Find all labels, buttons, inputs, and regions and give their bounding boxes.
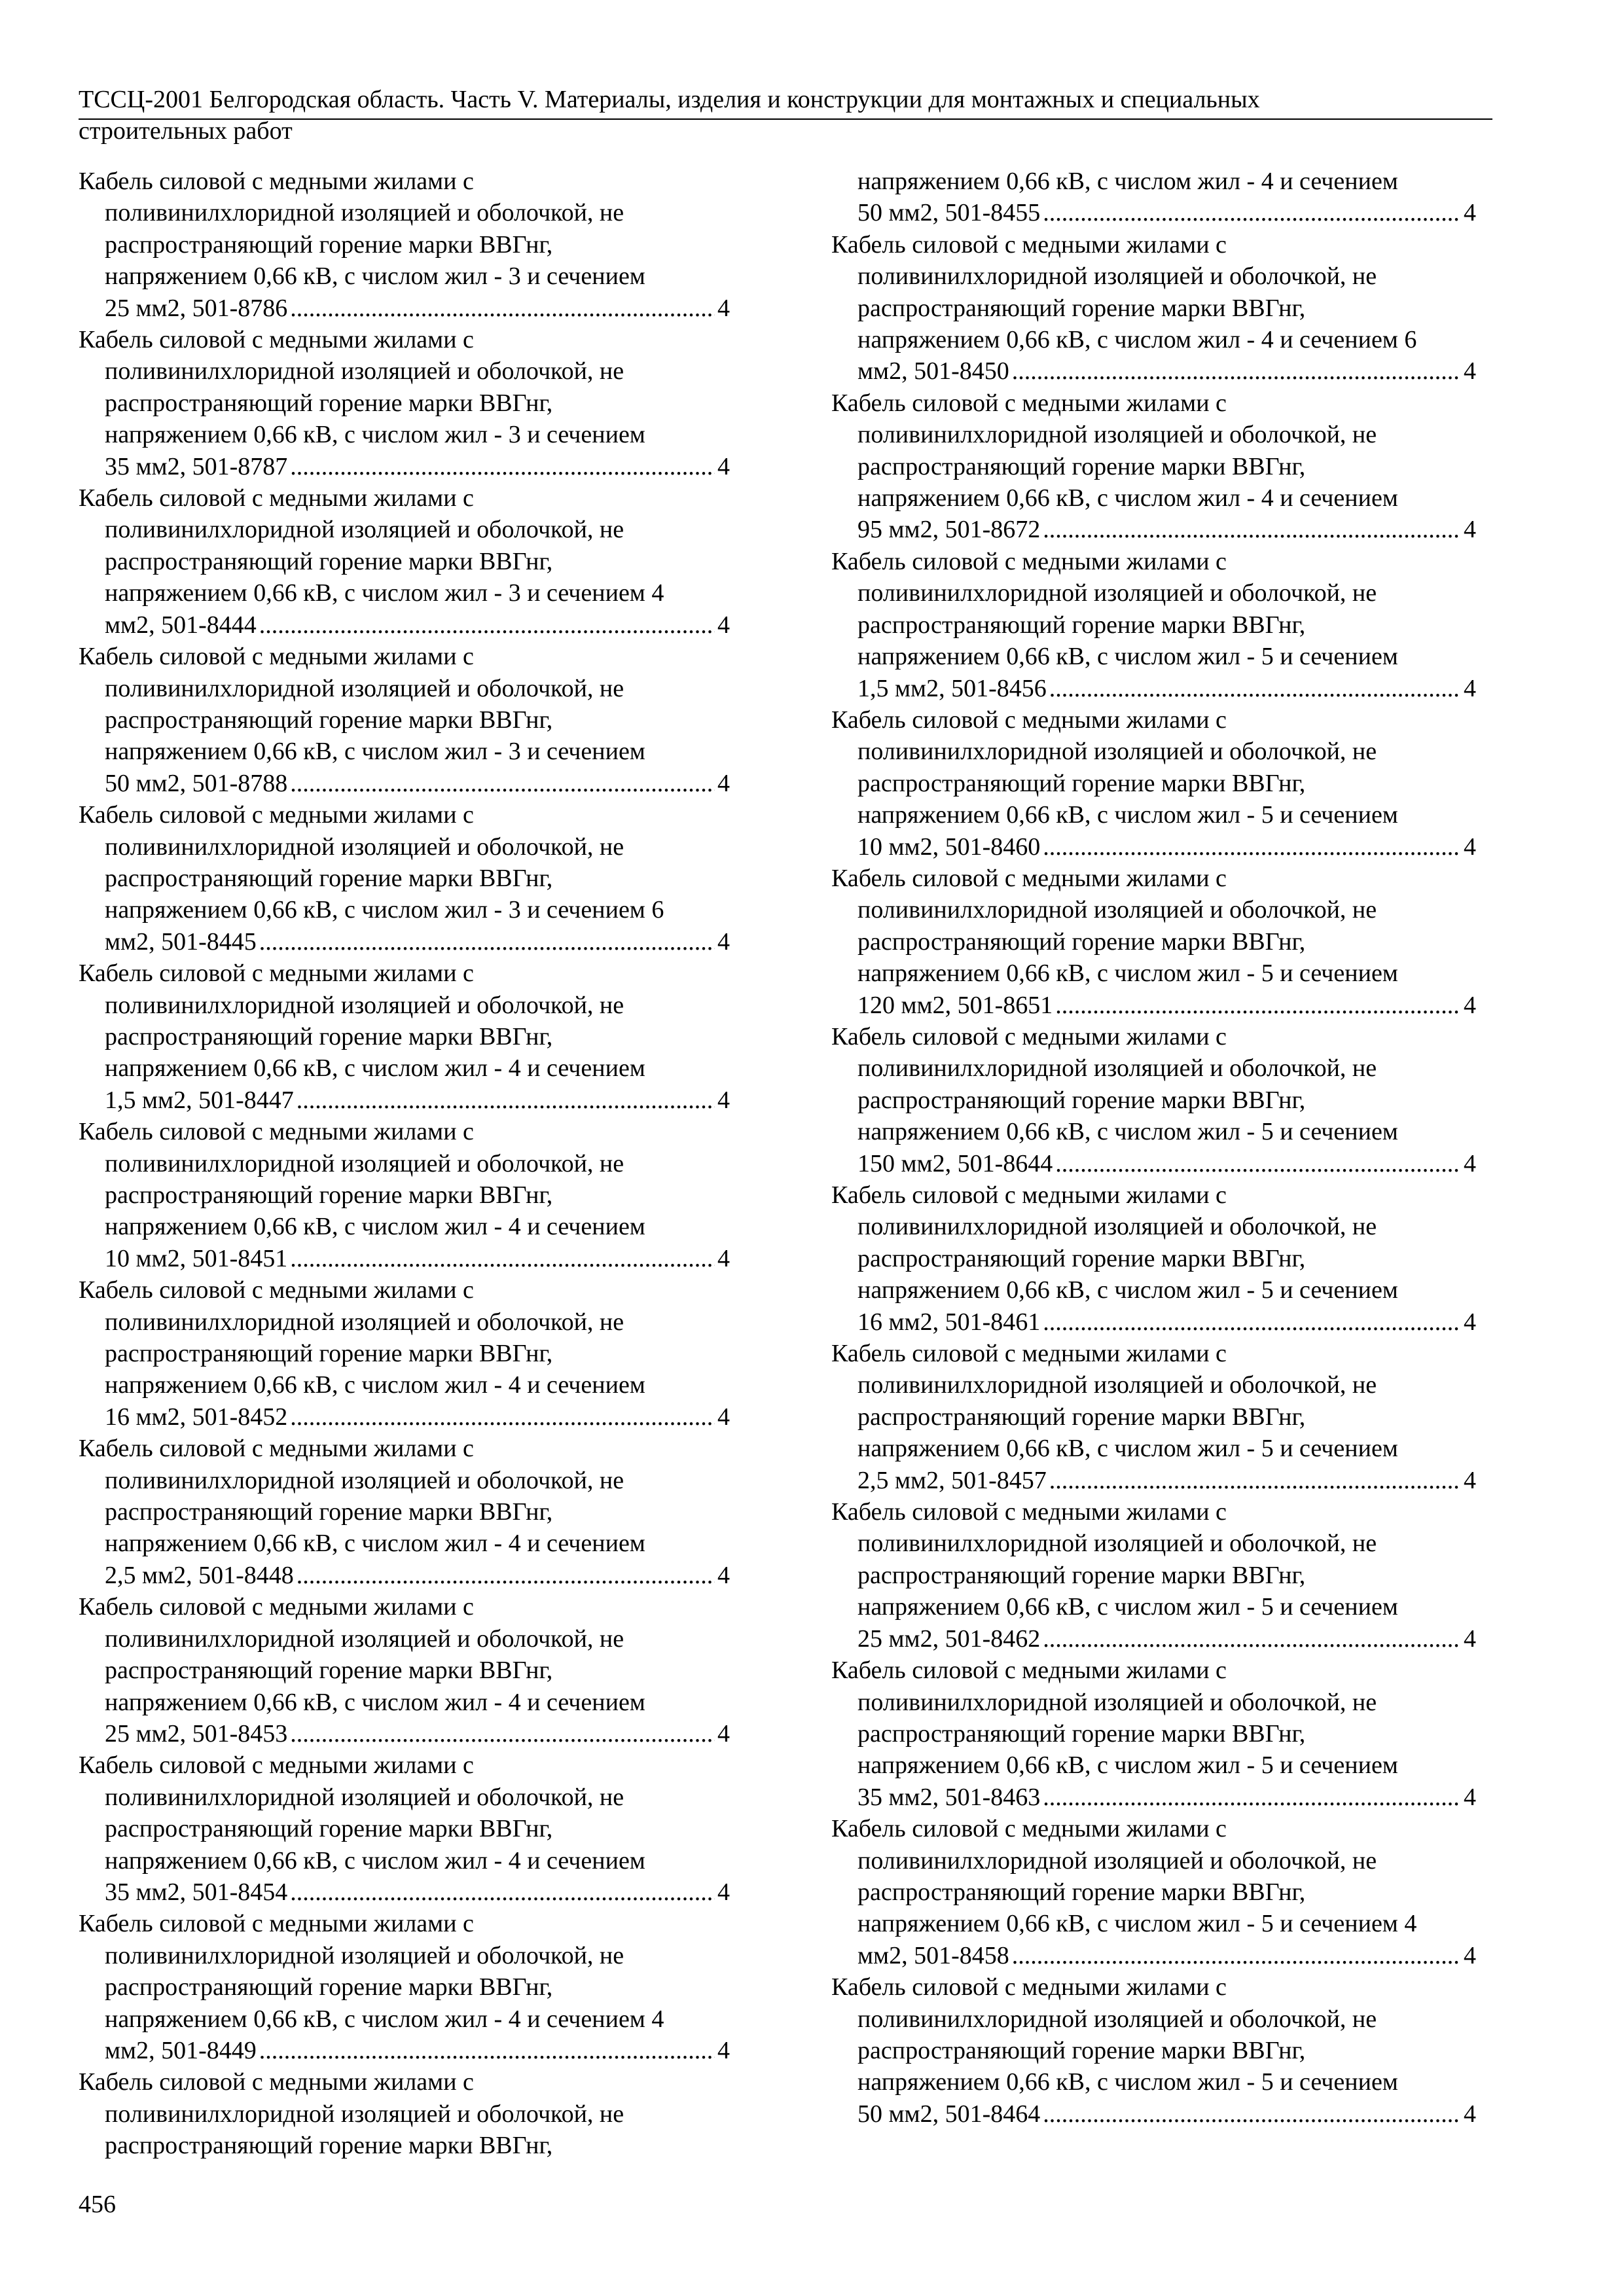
entry-text-line: распространяющий горение марки ВВГнг, <box>105 1498 553 1526</box>
entry-text-line: напряжением 0,66 кВ, с числом жил - 3 и сечением 4 <box>105 579 664 607</box>
entry-text-line: поливинилхлоридной изоляцией и оболочкой, не <box>105 833 624 861</box>
entry-last-line <box>79 1718 730 1749</box>
entry-text-line: распространяющий горение марки ВВГнг, <box>105 1815 553 1843</box>
index-entry[interactable] <box>831 1179 1476 1338</box>
entry-text-line: напряжением 0,66 кВ, с числом жил - 5 и сечением <box>857 1118 1398 1146</box>
index-entry[interactable] <box>831 863 1476 1021</box>
entry-last-line <box>79 1401 730 1433</box>
entry-code: 25 мм2, 501-8786 <box>105 294 288 322</box>
entry-text-line: Кабель силовой с медными жилами с <box>831 1973 1227 2001</box>
entry-text-line: поливинилхлоридной изоляцией и оболочкой, не <box>105 991 624 1019</box>
entry-page-ref[interactable]: 4 <box>717 294 730 322</box>
entry-text-line: поливинилхлоридной изоляцией и оболочкой, не <box>105 674 624 702</box>
entry-text-line: напряжением 0,66 кВ, с числом жил - 5 и сечением <box>857 1751 1398 1780</box>
entry-code: 16 мм2, 501-8452 <box>105 1403 288 1431</box>
entry-text-line: распространяющий горение марки ВВГнг, <box>105 230 553 259</box>
entry-page-ref[interactable]: 4 <box>1464 1783 1476 1811</box>
index-entry[interactable] <box>831 1338 1476 1496</box>
entry-text-line: поливинилхлоридной изоляцией и оболочкой, не <box>105 357 624 386</box>
entry-text-line: Кабель силовой с медными жилами с <box>831 1181 1227 1209</box>
entry-text-line: Кабель силовой с медными жилами с <box>79 2068 474 2096</box>
entry-text-line: поливинилхлоридной изоляцией и оболочкой, не <box>105 516 624 544</box>
dot-leader <box>259 2035 715 2066</box>
entry-page-ref[interactable]: 4 <box>717 769 730 797</box>
index-entry-continued[interactable] <box>79 2066 730 2161</box>
entry-text-line: напряжением 0,66 кВ, с числом жил - 5 и сечением <box>857 1276 1398 1304</box>
entry-last-line <box>79 1560 730 1591</box>
entry-text-line: напряжением 0,66 кВ, с числом жил - 4 и сечением 4 <box>105 2005 664 2033</box>
entry-text-line: напряжением 0,66 кВ, с числом жил - 4 и сечением <box>105 1688 645 1716</box>
entry-page-ref[interactable]: 4 <box>1464 674 1476 702</box>
entry-text-line: поливинилхлоридной изоляцией и оболочкой, не <box>857 1846 1377 1874</box>
entry-last-line <box>79 1243 730 1274</box>
entry-text-line: поливинилхлоридной изоляцией и оболочкой, не <box>105 1149 624 1177</box>
entry-text-line: напряжением 0,66 кВ, с числом жил - 3 и сечением <box>105 262 645 291</box>
entry-text-line: Кабель силовой с медными жилами с <box>79 960 474 988</box>
entry-page-ref[interactable]: 4 <box>717 2036 730 2064</box>
entry-text-line: напряжением 0,66 кВ, с числом жил - 5 и сечением <box>857 801 1398 829</box>
entry-text-line: поливинилхлоридной изоляцией и оболочкой, не <box>857 1371 1377 1399</box>
entry-last-line <box>831 514 1476 545</box>
dot-leader <box>290 451 715 482</box>
index-entry[interactable] <box>79 1116 730 1274</box>
index-entry[interactable] <box>79 166 730 324</box>
entry-code: мм2, 501-8445 <box>105 927 257 956</box>
left-index-column <box>79 166 730 2162</box>
index-entry[interactable] <box>79 482 730 641</box>
dot-leader <box>297 1560 715 1591</box>
dot-leader <box>259 926 715 958</box>
entry-text-line: распространяющий горение марки ВВГнг, <box>105 706 553 734</box>
entry-text-line: Кабель силовой с медными жилами с <box>831 864 1227 892</box>
entry-text-line: напряжением 0,66 кВ, с числом жил - 4 и сечением <box>857 484 1398 512</box>
entry-code: мм2, 501-8458 <box>857 1941 1009 1969</box>
entry-last-line <box>831 355 1476 387</box>
entry-text-line: напряжением 0,66 кВ, с числом жил - 5 и сечением <box>857 960 1398 988</box>
entry-text-line: распространяющий горение марки ВВГнг, <box>105 1973 553 2001</box>
entry-text-line: распространяющий горение марки ВВГнг, <box>105 864 553 892</box>
entry-code: 50 мм2, 501-8455 <box>857 199 1041 227</box>
entry-last-line <box>831 1782 1476 1813</box>
entry-last-line <box>79 293 730 324</box>
entry-text-line: поливинилхлоридной изоляцией и оболочкой, не <box>857 421 1377 449</box>
dot-leader <box>1043 2098 1461 2130</box>
entry-code: 2,5 мм2, 501-8457 <box>857 1466 1047 1494</box>
dot-leader <box>1043 1782 1461 1813</box>
entry-text-line: Кабель силовой с медными жилами с <box>79 801 474 829</box>
entry-code: 50 мм2, 501-8464 <box>857 2100 1041 2128</box>
entry-page-ref[interactable]: 4 <box>717 1403 730 1431</box>
dot-leader <box>297 1085 715 1116</box>
entry-last-line <box>831 1623 1476 1655</box>
entry-page-ref[interactable]: 4 <box>717 1719 730 1748</box>
index-entry[interactable] <box>79 799 730 958</box>
entry-text-line: напряжением 0,66 кВ, с числом жил - 5 и сечением <box>857 1593 1398 1621</box>
entry-text-line: напряжением 0,66 кВ, с числом жил - 4 и сечением <box>105 1213 645 1241</box>
entry-last-line <box>831 990 1476 1021</box>
entry-page-ref[interactable]: 4 <box>1464 1466 1476 1494</box>
entry-code: 35 мм2, 501-8787 <box>105 452 288 480</box>
entry-last-line <box>831 1306 1476 1338</box>
dot-leader <box>1055 1148 1461 1179</box>
entry-text-line: напряжением 0,66 кВ, с числом жил - 4 и сечением <box>857 168 1398 195</box>
dot-leader <box>1043 1306 1461 1338</box>
entry-text-line: Кабель силовой с медными жилами с <box>79 1910 474 1938</box>
entry-page-ref[interactable]: 4 <box>1464 991 1476 1019</box>
entry-text-line: напряжением 0,66 кВ, с числом жил - 4 и сечением <box>105 1846 645 1874</box>
entry-last-line <box>79 926 730 958</box>
entry-text-line: распространяющий горение марки ВВГнг, <box>857 1878 1306 1906</box>
entry-text-line: Кабель силовой с медными жилами с <box>831 1815 1227 1843</box>
entry-text-line: распространяющий горение марки ВВГнг, <box>105 1657 553 1685</box>
entry-text-line: Кабель силовой с медными жилами с <box>79 326 474 354</box>
dot-leader <box>259 609 715 641</box>
dot-leader <box>290 768 715 799</box>
entry-text-line: поливинилхлоридной изоляцией и оболочкой, не <box>857 1054 1377 1083</box>
running-header <box>79 84 1492 147</box>
entry-text-line: поливинилхлоридной изоляцией и оболочкой, не <box>857 262 1377 291</box>
dot-leader <box>1049 673 1461 704</box>
dot-leader <box>1043 831 1461 863</box>
dot-leader <box>1043 1623 1461 1655</box>
entry-text-line: Кабель силовой с медными жилами с <box>831 706 1227 734</box>
entry-text-line: напряжением 0,66 кВ, с числом жил - 4 и сечением <box>105 1530 645 1558</box>
entry-text-line: Кабель силовой с медными жилами с <box>79 1593 474 1621</box>
entry-page-ref[interactable]: 4 <box>717 927 730 956</box>
right-index-column <box>831 166 1476 2130</box>
entry-last-line <box>831 2098 1476 2130</box>
entry-page-ref[interactable]: 4 <box>1464 357 1476 386</box>
entry-code: 10 мм2, 501-8460 <box>857 833 1041 861</box>
entry-text-line: напряжением 0,66 кВ, с числом жил - 3 и сечением <box>105 738 645 766</box>
entry-page-ref[interactable]: 4 <box>1464 516 1476 544</box>
entry-text-line: Кабель силовой с медными жилами с <box>79 168 474 195</box>
entry-text-line: распространяющий горение марки ВВГнг, <box>857 1403 1306 1431</box>
entry-code: 1,5 мм2, 501-8456 <box>857 674 1047 702</box>
index-entry[interactable] <box>79 1749 730 1908</box>
entry-page-ref[interactable]: 4 <box>1464 2100 1476 2128</box>
entry-page-ref[interactable]: 4 <box>717 611 730 639</box>
dot-leader <box>1012 355 1461 387</box>
entry-text-line: распространяющий горение марки ВВГнг, <box>857 2036 1306 2064</box>
entry-page-ref[interactable]: 4 <box>1464 1941 1476 1969</box>
entry-page-ref[interactable]: 4 <box>717 1561 730 1589</box>
entry-text-line: поливинилхлоридной изоляцией и оболочкой, не <box>105 1941 624 1969</box>
entry-text-line: Кабель силовой с медными жилами с <box>79 643 474 671</box>
header-title-line1: ТССЦ-2001 Белгородская область. Часть V. Материалы, изделия и конструкции для монтажных и специальных <box>79 86 1260 113</box>
header-divider <box>79 118 1492 120</box>
entry-text-line: Кабель силовой с медными жилами с <box>831 230 1227 259</box>
index-entry[interactable] <box>831 1813 1476 1971</box>
entry-text-line: поливинилхлоридной изоляцией и оболочкой, не <box>857 1688 1377 1716</box>
entry-text-line: поливинилхлоридной изоляцией и оболочкой, не <box>857 1530 1377 1558</box>
dot-leader <box>290 293 715 324</box>
entry-text-line: распространяющий горение марки ВВГнг, <box>857 294 1306 322</box>
entry-code: 50 мм2, 501-8788 <box>105 769 288 797</box>
page-number: 456 <box>79 2191 116 2218</box>
entry-text-line: Кабель силовой с медными жилами с <box>831 1022 1227 1050</box>
entry-text-line: поливинилхлоридной изоляцией и оболочкой, не <box>857 896 1377 924</box>
dot-leader <box>1043 514 1461 545</box>
entry-page-ref[interactable]: 4 <box>1464 1308 1476 1336</box>
entry-text-line: напряжением 0,66 кВ, с числом жил - 5 и сечением <box>857 1435 1398 1463</box>
entry-code: мм2, 501-8444 <box>105 611 257 639</box>
entry-page-ref[interactable]: 4 <box>717 1878 730 1906</box>
entry-text-line: Кабель силовой с медными жилами с <box>831 389 1227 417</box>
entry-text-line: распространяющий горение марки ВВГнг, <box>857 1086 1306 1114</box>
dot-leader <box>290 1401 715 1433</box>
entry-text-line: распространяющий горение марки ВВГнг, <box>857 927 1306 956</box>
entry-last-line <box>79 768 730 799</box>
entry-page-ref[interactable]: 4 <box>717 452 730 480</box>
entry-text-line: напряжением 0,66 кВ, с числом жил - 5 и сечением <box>857 2068 1398 2096</box>
index-entry[interactable] <box>79 1908 730 2066</box>
index-entry[interactable] <box>831 546 1476 704</box>
entry-code: мм2, 501-8450 <box>857 357 1009 386</box>
entry-text-line: распространяющий горение марки ВВГнг, <box>857 769 1306 797</box>
entry-code: 120 мм2, 501-8651 <box>857 991 1053 1019</box>
entry-last-line <box>79 1085 730 1116</box>
entry-code: 25 мм2, 501-8453 <box>105 1719 288 1748</box>
index-entry-continuation[interactable] <box>831 166 1476 229</box>
entry-text-line: напряжением 0,66 кВ, с числом жил - 5 и сечением 4 <box>857 1910 1417 1938</box>
index-entry[interactable] <box>79 1433 730 1591</box>
dot-leader <box>1049 1465 1461 1496</box>
entry-text-line: напряжением 0,66 кВ, с числом жил - 4 и сечением <box>105 1054 645 1083</box>
entry-text-line: Кабель силовой с медными жилами с <box>831 1498 1227 1526</box>
entry-text-line: поливинилхлоридной изоляцией и оболочкой, не <box>105 1783 624 1811</box>
entry-last-line <box>831 1465 1476 1496</box>
entry-last-line <box>79 451 730 482</box>
entry-page-ref[interactable]: 4 <box>1464 1624 1476 1653</box>
entry-last-line <box>79 2035 730 2066</box>
index-entry[interactable] <box>831 229 1476 387</box>
entry-page-ref[interactable]: 4 <box>1464 1149 1476 1177</box>
dot-leader <box>1055 990 1461 1021</box>
entry-text-line: поливинилхлоридной изоляцией и оболочкой, не <box>105 1466 624 1494</box>
entry-code: 10 мм2, 501-8451 <box>105 1244 288 1272</box>
entry-text-line: поливинилхлоридной изоляцией и оболочкой, не <box>857 2005 1377 2033</box>
index-entry[interactable] <box>831 704 1476 863</box>
entry-last-line <box>831 673 1476 704</box>
entry-text-line: Кабель силовой с медными жилами с <box>79 484 474 512</box>
index-entry[interactable] <box>79 958 730 1116</box>
entry-text-line: распространяющий горение марки ВВГнг, <box>105 2132 553 2160</box>
entry-text-line: распространяющий горение марки ВВГнг, <box>857 611 1306 639</box>
index-entry[interactable] <box>79 1274 730 1433</box>
entry-text-line: напряжением 0,66 кВ, с числом жил - 5 и сечением <box>857 643 1398 671</box>
entry-page-ref[interactable]: 4 <box>1464 199 1476 227</box>
entry-text-line: напряжением 0,66 кВ, с числом жил - 4 и сечением <box>105 1371 645 1399</box>
entry-text-line: напряжением 0,66 кВ, с числом жил - 3 и сечением 6 <box>105 896 664 924</box>
entry-text-line: поливинилхлоридной изоляцией и оболочкой, не <box>105 199 624 227</box>
index-entry[interactable] <box>831 1496 1476 1655</box>
index-entry[interactable] <box>79 1591 730 1749</box>
entry-text-line: поливинилхлоридной изоляцией и оболочкой, не <box>857 738 1377 766</box>
index-entry[interactable] <box>831 1655 1476 1813</box>
index-entry[interactable] <box>831 387 1476 546</box>
entry-page-ref[interactable]: 4 <box>1464 833 1476 861</box>
entry-text-line: Кабель силовой с медными жилами с <box>831 547 1227 575</box>
entry-text-line: Кабель силовой с медными жилами с <box>831 1657 1227 1685</box>
dot-leader <box>1043 197 1461 228</box>
entry-code: 2,5 мм2, 501-8448 <box>105 1561 294 1589</box>
entry-text-line: распространяющий горение марки ВВГнг, <box>105 547 553 575</box>
entry-page-ref[interactable]: 4 <box>717 1244 730 1272</box>
entry-text-line: поливинилхлоридной изоляцией и оболочкой, не <box>105 2100 624 2128</box>
entry-text-line: распространяющий горение марки ВВГнг, <box>857 1244 1306 1272</box>
entry-text-line: поливинилхлоридной изоляцией и оболочкой, не <box>105 1624 624 1653</box>
entry-text-line: поливинилхлоридной изоляцией и оболочкой, не <box>857 579 1377 607</box>
entry-code: 35 мм2, 501-8454 <box>105 1878 288 1906</box>
entry-text-line: распространяющий горение марки ВВГнг, <box>105 389 553 417</box>
entry-text-line: распространяющий горение марки ВВГнг, <box>857 452 1306 480</box>
dot-leader <box>290 1876 715 1908</box>
entry-text-line: распространяющий горение марки ВВГнг, <box>105 1181 553 1209</box>
entry-text-line: поливинилхлоридной изоляцией и оболочкой, не <box>857 1213 1377 1241</box>
entry-code: 25 мм2, 501-8462 <box>857 1624 1041 1653</box>
entry-text-line: Кабель силовой с медными жилами с <box>79 1435 474 1463</box>
dot-leader <box>1012 1940 1461 1971</box>
entry-code: мм2, 501-8449 <box>105 2036 257 2064</box>
entry-text-line: напряжением 0,66 кВ, с числом жил - 3 и сечением <box>105 421 645 449</box>
entry-last-line <box>831 197 1476 228</box>
entry-text-line: поливинилхлоридной изоляцией и оболочкой, не <box>105 1308 624 1336</box>
entry-text-line: Кабель силовой с медными жилами с <box>831 1340 1227 1368</box>
entry-code: 16 мм2, 501-8461 <box>857 1308 1041 1336</box>
entry-last-line <box>831 1940 1476 1971</box>
entry-last-line <box>79 1876 730 1908</box>
entry-page-ref[interactable]: 4 <box>717 1086 730 1114</box>
entry-text-line: Кабель силовой с медными жилами с <box>79 1276 474 1304</box>
entry-text-line: Кабель силовой с медными жилами с <box>79 1118 474 1146</box>
index-entry[interactable] <box>79 324 730 482</box>
dot-leader <box>290 1718 715 1749</box>
entry-text-line: распространяющий горение марки ВВГнг, <box>105 1022 553 1050</box>
entry-text-line: напряжением 0,66 кВ, с числом жил - 4 и сечением 6 <box>857 326 1417 354</box>
entry-code: 95 мм2, 501-8672 <box>857 516 1041 544</box>
index-entry[interactable] <box>831 1021 1476 1179</box>
entry-code: 1,5 мм2, 501-8447 <box>105 1086 294 1114</box>
entry-code: 35 мм2, 501-8463 <box>857 1783 1041 1811</box>
index-entry[interactable] <box>831 1971 1476 2130</box>
index-entry[interactable] <box>79 641 730 799</box>
entry-text-line: распространяющий горение марки ВВГнг, <box>105 1340 553 1368</box>
entry-text-line: распространяющий горение марки ВВГнг, <box>857 1561 1306 1589</box>
entry-code: 150 мм2, 501-8644 <box>857 1149 1053 1177</box>
entry-text-line: Кабель силовой с медными жилами с <box>79 1751 474 1780</box>
entry-last-line <box>831 831 1476 863</box>
entry-last-line <box>79 609 730 641</box>
entry-text-line: распространяющий горение марки ВВГнг, <box>857 1719 1306 1748</box>
entry-last-line <box>831 1148 1476 1179</box>
header-title-line2: строительных работ <box>79 117 293 145</box>
dot-leader <box>290 1243 715 1274</box>
